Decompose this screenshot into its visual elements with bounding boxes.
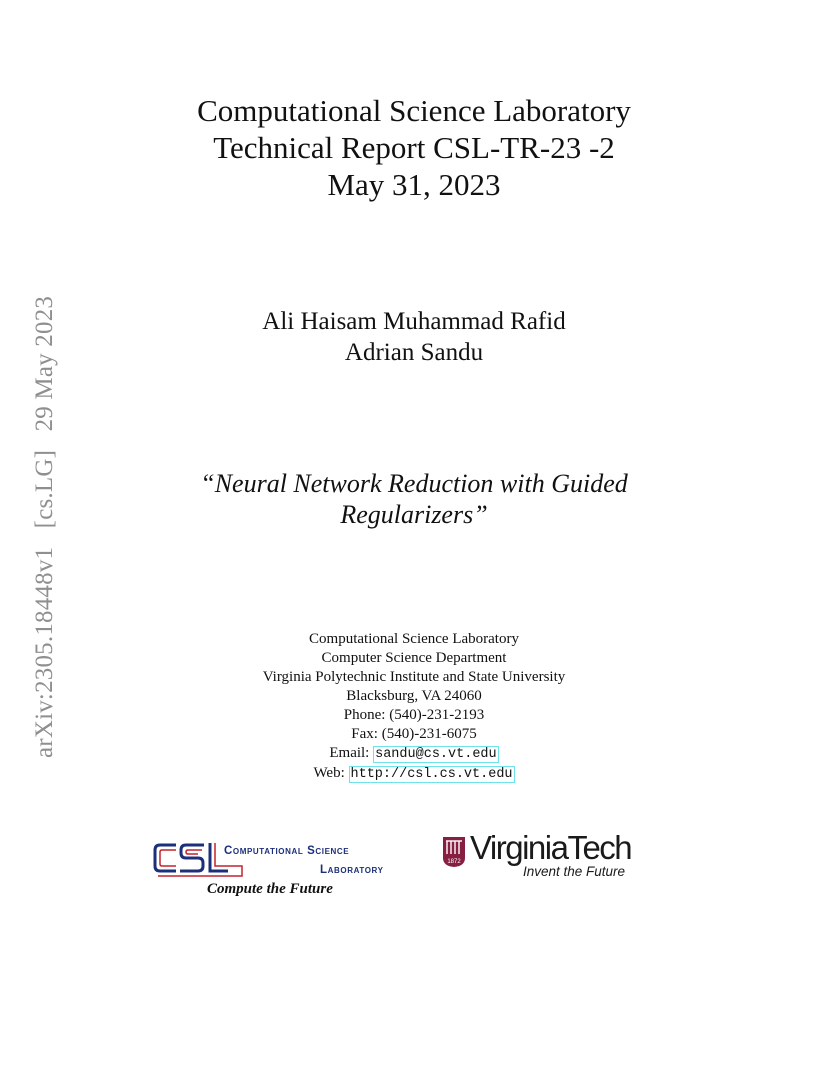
- web-link[interactable]: http://csl.cs.vt.edu: [350, 767, 513, 782]
- title-line: Regularizers”: [340, 500, 488, 529]
- contact-city: Blacksburg, VA 24060: [346, 688, 482, 704]
- csl-logo-line2: Laboratory: [320, 864, 384, 876]
- vt-tagline: Invent the Future: [523, 864, 626, 879]
- paper-title: [0, 468, 828, 530]
- vt-wordmark: VirginiaTech: [470, 829, 632, 866]
- report-number: Technical Report CSL-TR-23 -2: [213, 130, 615, 165]
- author-name: Adrian Sandu: [344, 339, 484, 366]
- arxiv-id: arXiv:2305.18448v1: [31, 546, 58, 758]
- contact-block: [0, 630, 828, 784]
- contact-university: Virginia Polytechnic Institute and State University: [262, 669, 566, 685]
- author-list: [0, 306, 828, 368]
- author-name: Ali Haisam Muhammad Rafid: [262, 308, 566, 335]
- contact-fax: Fax: (540)-231-6075: [351, 726, 477, 742]
- contact-phone: Phone: (540)-231-2193: [343, 707, 485, 723]
- csl-logo-line1: Computational Science: [224, 845, 350, 857]
- csl-tagline: Compute the Future: [207, 881, 333, 897]
- email-label: Email:: [329, 745, 370, 761]
- report-header: [0, 92, 828, 203]
- vt-shield-icon: [442, 836, 466, 868]
- report-date: May 31, 2023: [327, 167, 501, 202]
- contact-web-row: [0, 764, 828, 784]
- contact-email-row: [0, 744, 828, 764]
- contact-department: Computer Science Department: [321, 650, 507, 666]
- lab-name: Computational Science Laboratory: [197, 93, 631, 128]
- arxiv-date: 29 May 2023: [31, 295, 58, 432]
- vt-year: 1872: [447, 859, 461, 865]
- contact-lab: Computational Science Laboratory: [309, 631, 519, 647]
- title-line: “Neural Network Reduction with Guided: [200, 469, 628, 498]
- email-link[interactable]: sandu@cs.vt.edu: [375, 747, 497, 762]
- arxiv-category: [cs.LG]: [31, 449, 58, 529]
- web-label: Web:: [313, 765, 345, 781]
